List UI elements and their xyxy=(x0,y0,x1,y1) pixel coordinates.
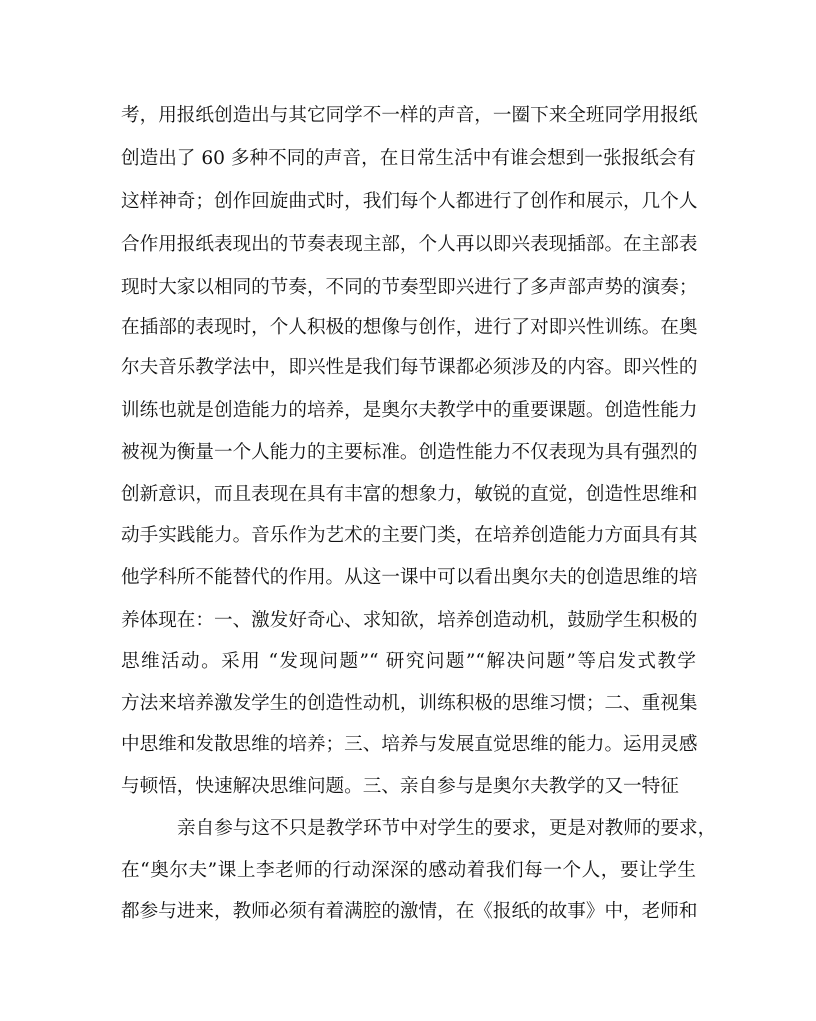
paragraph-first-line: 亲自参与这不只是教学环节中对学生的要求，更是对教师的要求， xyxy=(177,818,717,839)
text-line: 考，用报纸创造出与其它同学不一样的声音，一圈下来全班同学用报纸 xyxy=(121,105,698,126)
text-line: 与顿悟，快速解决思维问题。三、亲自参与是奥尔夫教学的又一特征 xyxy=(121,776,679,797)
text-line: 养体现在：一、激发好奇心、求知欲，培养创造动机，鼓励学生积极的 xyxy=(121,610,698,631)
text-line: 中思维和发散思维的培养；三、培养与发展直觉思维的能力。运用灵感 xyxy=(121,734,698,755)
text-line: 训练也就是创造能力的培养，是奥尔夫教学中的重要课题。创造性能力 xyxy=(121,400,698,421)
text-line: 尔夫音乐教学法中，即兴性是我们每节课都必须涉及的内容。即兴性的 xyxy=(121,357,698,378)
text-line: 方法来培养激发学生的创造性动机，训练积极的思维习惯；二、重视集 xyxy=(121,693,698,714)
text-line: 在插部的表现时，个人积极的想像与创作，进行了对即兴性训练。在奥 xyxy=(121,317,698,338)
text-line: 合作用报纸表现出的节奏表现主部，个人再以即兴表现插部。在主部表 xyxy=(121,234,698,255)
text-line: 都参与进来，教师必须有着满腔的激情，在《报纸的故事》中，老师和 xyxy=(121,901,698,922)
text-line: 创新意识，而且表现在具有丰富的想象力，敏锐的直觉，创造性思维和 xyxy=(121,484,698,505)
text-line: 创造出了 60 多种不同的声音，在日常生活中有谁会想到一张报纸会有 xyxy=(121,148,696,169)
text-line: 他学科所不能替代的作用。从这一课中可以看出奥尔夫的创造思维的培 xyxy=(121,567,698,588)
text-line: 被视为衡量一个人能力的主要标准。创造性能力不仅表现为具有强烈的 xyxy=(121,442,698,463)
text-line: 在“奥尔夫”课上李老师的行动深深的感动着我们每一个人，要让学生 xyxy=(121,860,696,881)
text-line: 现时大家以相同的节奏，不同的节奏型即兴进行了多声部声势的演奏； xyxy=(121,277,698,298)
text-line: 思维活动。采用 “发现问题”“ 研究问题”“解决问题”等启发式教学 xyxy=(121,651,696,672)
text-line: 动手实践能力。音乐作为艺术的主要门类，在培养创造能力方面具有其 xyxy=(121,525,698,546)
text-line: 这样神奇；创作回旋曲式时，我们每个人都进行了创作和展示，几个人 xyxy=(121,191,698,212)
